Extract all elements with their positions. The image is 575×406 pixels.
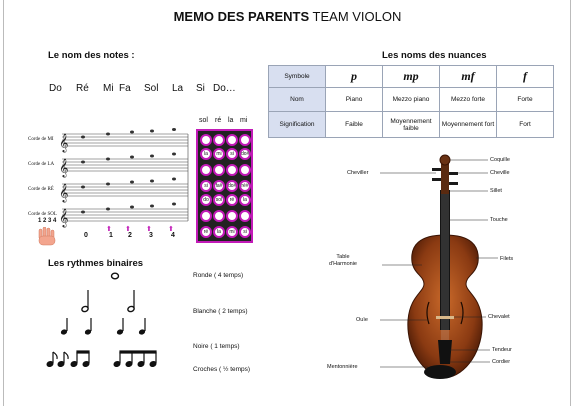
note-name: La <box>172 83 184 94</box>
note-name: Do <box>49 83 62 94</box>
dynamic-symbol: mp <box>383 66 440 88</box>
finger-number: 2 <box>128 232 132 239</box>
violin-label-filets: Filets <box>500 256 514 262</box>
rhythm-svg <box>40 266 180 386</box>
dynamic-name: Piano <box>326 88 383 112</box>
grid-cell: mi <box>226 226 238 238</box>
dynamic-name: Mezzo piano <box>383 88 440 112</box>
string-label: Corde de RÉ <box>28 187 54 192</box>
rhythms-heading: Les rythmes binaires <box>48 258 144 269</box>
string-label: Corde de MI <box>28 137 54 142</box>
dynamic-name: Mezzo forte <box>440 88 497 112</box>
violin-label-touche: Touche <box>490 217 508 223</box>
svg-text:𝄞: 𝄞 <box>59 208 69 227</box>
note-name: Fa <box>119 83 131 94</box>
arrow-up-icon: ⬆ <box>168 226 174 233</box>
rhythm-label: Ronde ( 4 temps) <box>193 272 244 279</box>
grid-cell: si <box>200 180 212 192</box>
arrow-up-icon: ⬆ <box>125 226 131 233</box>
grid-cell: mi <box>213 148 225 160</box>
dynamic-symbol: f <box>497 66 554 88</box>
finger-number: 3 <box>149 232 153 239</box>
row-label: Signification <box>269 112 326 138</box>
finger-number: 4 <box>171 232 175 239</box>
svg-text:𝄞: 𝄞 <box>59 133 69 152</box>
grid-cell: do# <box>226 180 238 192</box>
grid-cell: ré# <box>239 180 251 192</box>
page-title: MEMO DES PARENTS TEAM VIOLON <box>173 9 402 24</box>
arrow-up-icon: ⬆ <box>106 226 112 233</box>
finger-number: 0 <box>84 232 88 239</box>
rhythm-label: Croches ( ½ temps) <box>193 366 251 373</box>
notes-heading: Le nom des notes : <box>48 50 135 61</box>
note-name: Do… <box>213 83 236 94</box>
dynamic-meaning: Moyennement faible <box>383 112 440 138</box>
violin-label-tendeur: Tendeur <box>492 347 512 353</box>
violin-label-table: Table d'Harmonie <box>329 254 357 267</box>
dynamic-meaning: Fort <box>497 112 554 138</box>
violin-leader-lines <box>380 150 575 400</box>
dynamic-symbol: mf <box>440 66 497 88</box>
violin-label-ouie: Ouïe <box>356 317 368 323</box>
arrow-up-icon: ⬆ <box>146 226 152 233</box>
violin-label-sillet: Sillet <box>490 188 502 194</box>
grid-cell: la <box>213 226 225 238</box>
nuances-table <box>268 65 554 138</box>
rhythm-label: Blanche ( 2 temps) <box>193 308 248 315</box>
note-name: Ré <box>76 83 89 94</box>
nuances-heading: Les noms des nuances <box>382 50 487 61</box>
grid-cell: la <box>200 148 212 160</box>
fingerboard-grid <box>196 129 253 243</box>
grid-cell: do <box>200 194 212 206</box>
rhythm-notes <box>40 266 180 386</box>
string-label: Corde de SOL <box>28 212 57 217</box>
dynamic-name: Forte <box>497 88 554 112</box>
row-label: Symbole <box>269 66 326 88</box>
whole-note-icon <box>112 273 119 279</box>
note-name: Sol <box>144 83 159 94</box>
violin-label-cheville: Cheville <box>490 170 510 176</box>
grid-cell: la <box>239 194 251 206</box>
dynamic-meaning: Faible <box>326 112 383 138</box>
grid-cell: fa# <box>213 180 225 192</box>
rhythm-label: Noire ( 1 temps) <box>193 343 240 350</box>
eighth-notes-icon <box>46 351 156 367</box>
grid-cell: ré <box>200 226 212 238</box>
hand-numbers: 1 2 3 4 <box>38 218 57 224</box>
grid-cell: do# <box>239 148 251 160</box>
grid-cell: sol <box>213 194 225 206</box>
violin-label-cheviller: Cheviller <box>347 170 369 176</box>
string-label: Corde de LA <box>28 162 55 167</box>
violin-label-mentonniere: Mentonnière <box>327 364 358 370</box>
violin-label-chevalet: Chevalet <box>488 314 510 320</box>
svg-text:𝄞: 𝄞 <box>59 158 69 177</box>
grid-cell: si <box>226 148 238 160</box>
violin-label-cordier: Cordier <box>492 359 511 365</box>
svg-text:𝄞: 𝄞 <box>59 183 69 202</box>
grid-cell: ré <box>226 194 238 206</box>
hand-icon <box>36 227 60 252</box>
note-name: Mi <box>103 83 114 94</box>
note-name: Si <box>196 83 205 94</box>
row-label: Nom <box>269 88 326 112</box>
dynamic-symbol: p <box>326 66 383 88</box>
grid-cell: si <box>239 226 251 238</box>
finger-number: 1 <box>109 232 113 239</box>
violin-label-coquille: Coquille <box>490 157 510 163</box>
dynamic-meaning: Moyennement fort <box>440 112 497 138</box>
